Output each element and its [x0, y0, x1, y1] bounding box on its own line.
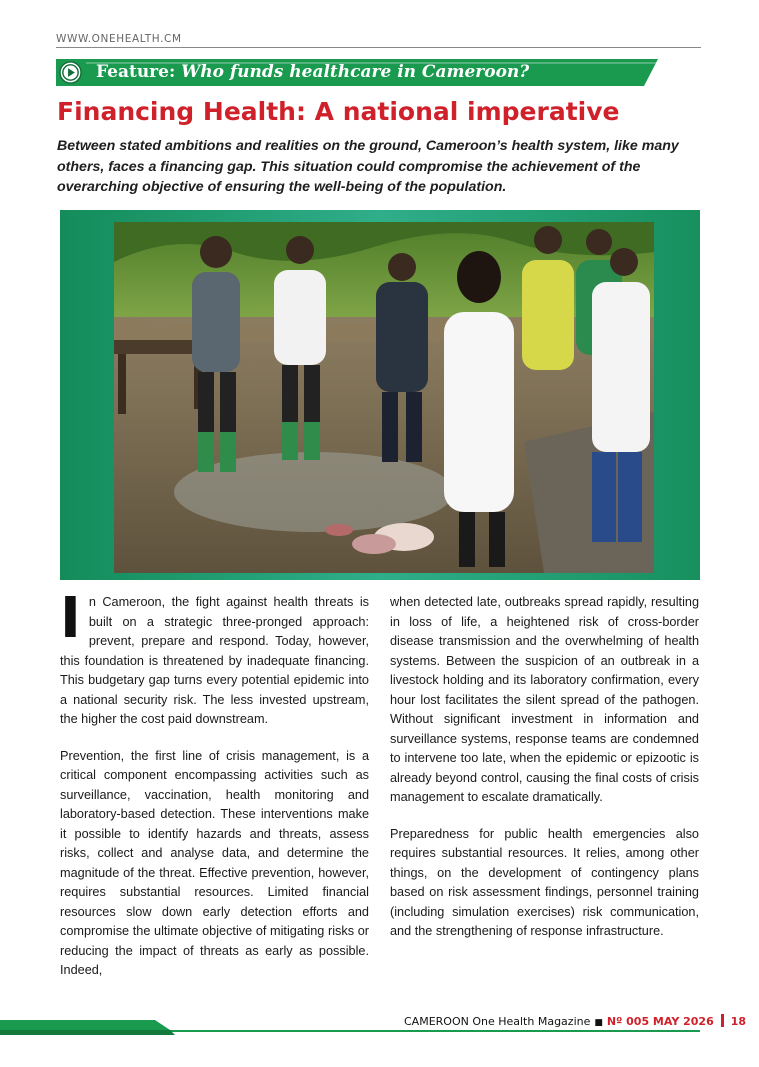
feature-banner — [56, 59, 658, 86]
feature-title — [96, 62, 529, 82]
field-photo — [114, 222, 654, 573]
article-headline: Financing Health: A national imperative — [57, 97, 620, 126]
page-number: 18 — [730, 1015, 747, 1028]
separator-square-icon: ■ — [594, 1018, 603, 1028]
footer — [404, 1014, 746, 1028]
site-url[interactable]: WWW.ONEHEALTH.CM — [56, 33, 182, 45]
article-column-left — [60, 586, 369, 998]
paragraph: Prevention, the first line of crisis management, is a critical component encompassing activities such as surveillance, vaccination, health monitoring and laboratory-based detection. These interventions make it possible to identify hazards and threats, assess risks, collect and analyse data, and determine the magnitude of the threat. Effective prevention, however, requires substantial resources. Limited financial resources slow down early detection efforts and compromise the ultimate objective of mitigating risks or reducing the impact of threats as early as possible. Indeed, — [60, 748, 369, 977]
drop-cap: I — [60, 586, 81, 651]
photo-frame — [60, 210, 700, 580]
page-separator — [721, 1014, 724, 1027]
magazine-name: CAMEROON One Health Magazine — [404, 1015, 591, 1028]
play-circle-icon — [59, 61, 82, 84]
feature-label: Feature: — [96, 62, 176, 82]
article-column-right — [390, 593, 699, 959]
paragraph: In Cameroon, the fight against health threats is built on a strategic three-pronged approach: prevent, prepare and respond. Today, however, this foundation is threatened by inadequate financing. This budgetary gap turns every potential epidemic into a national security risk. The less invested upstream, the higher the cost paid downstream. — [60, 586, 369, 726]
paragraph: Preparedness for public health emergencies also requires substantial resources. It relies, among other things, on the development of contingency plans based on risk assessment findings, personnel training (including simulation exercises) risk communication, and the strengthening of response infrastructure. — [390, 826, 699, 938]
article-standfirst: Between stated ambitions and realities on the ground, Cameroon’s health system, like many others, faces a financing gap. This situation could compromise the achievement of the overarching objective of ensuring the well-being of the population. — [57, 138, 679, 195]
issue-label: Nº 005 MAY 2026 — [606, 1015, 714, 1028]
feature-topic: Who funds healthcare in Cameroon? — [181, 62, 530, 82]
header-rule — [56, 47, 701, 48]
paragraph: when detected late, outbreaks spread rapidly, resulting in loss of life, a heightened risk of cross-border disease transmission and the overwhelming of health systems. Between the suspicion of an outbreak in a livestock holding and its laboratory confirmation, every hour lost facilitates the silent spread of the pathogen. Without significant investment in information and surveillance systems, response teams are condemned to intervene too late, when the epidemic or epizootic is already beyond control, causing the final costs of crisis management to escalate dramatically. — [390, 595, 699, 804]
